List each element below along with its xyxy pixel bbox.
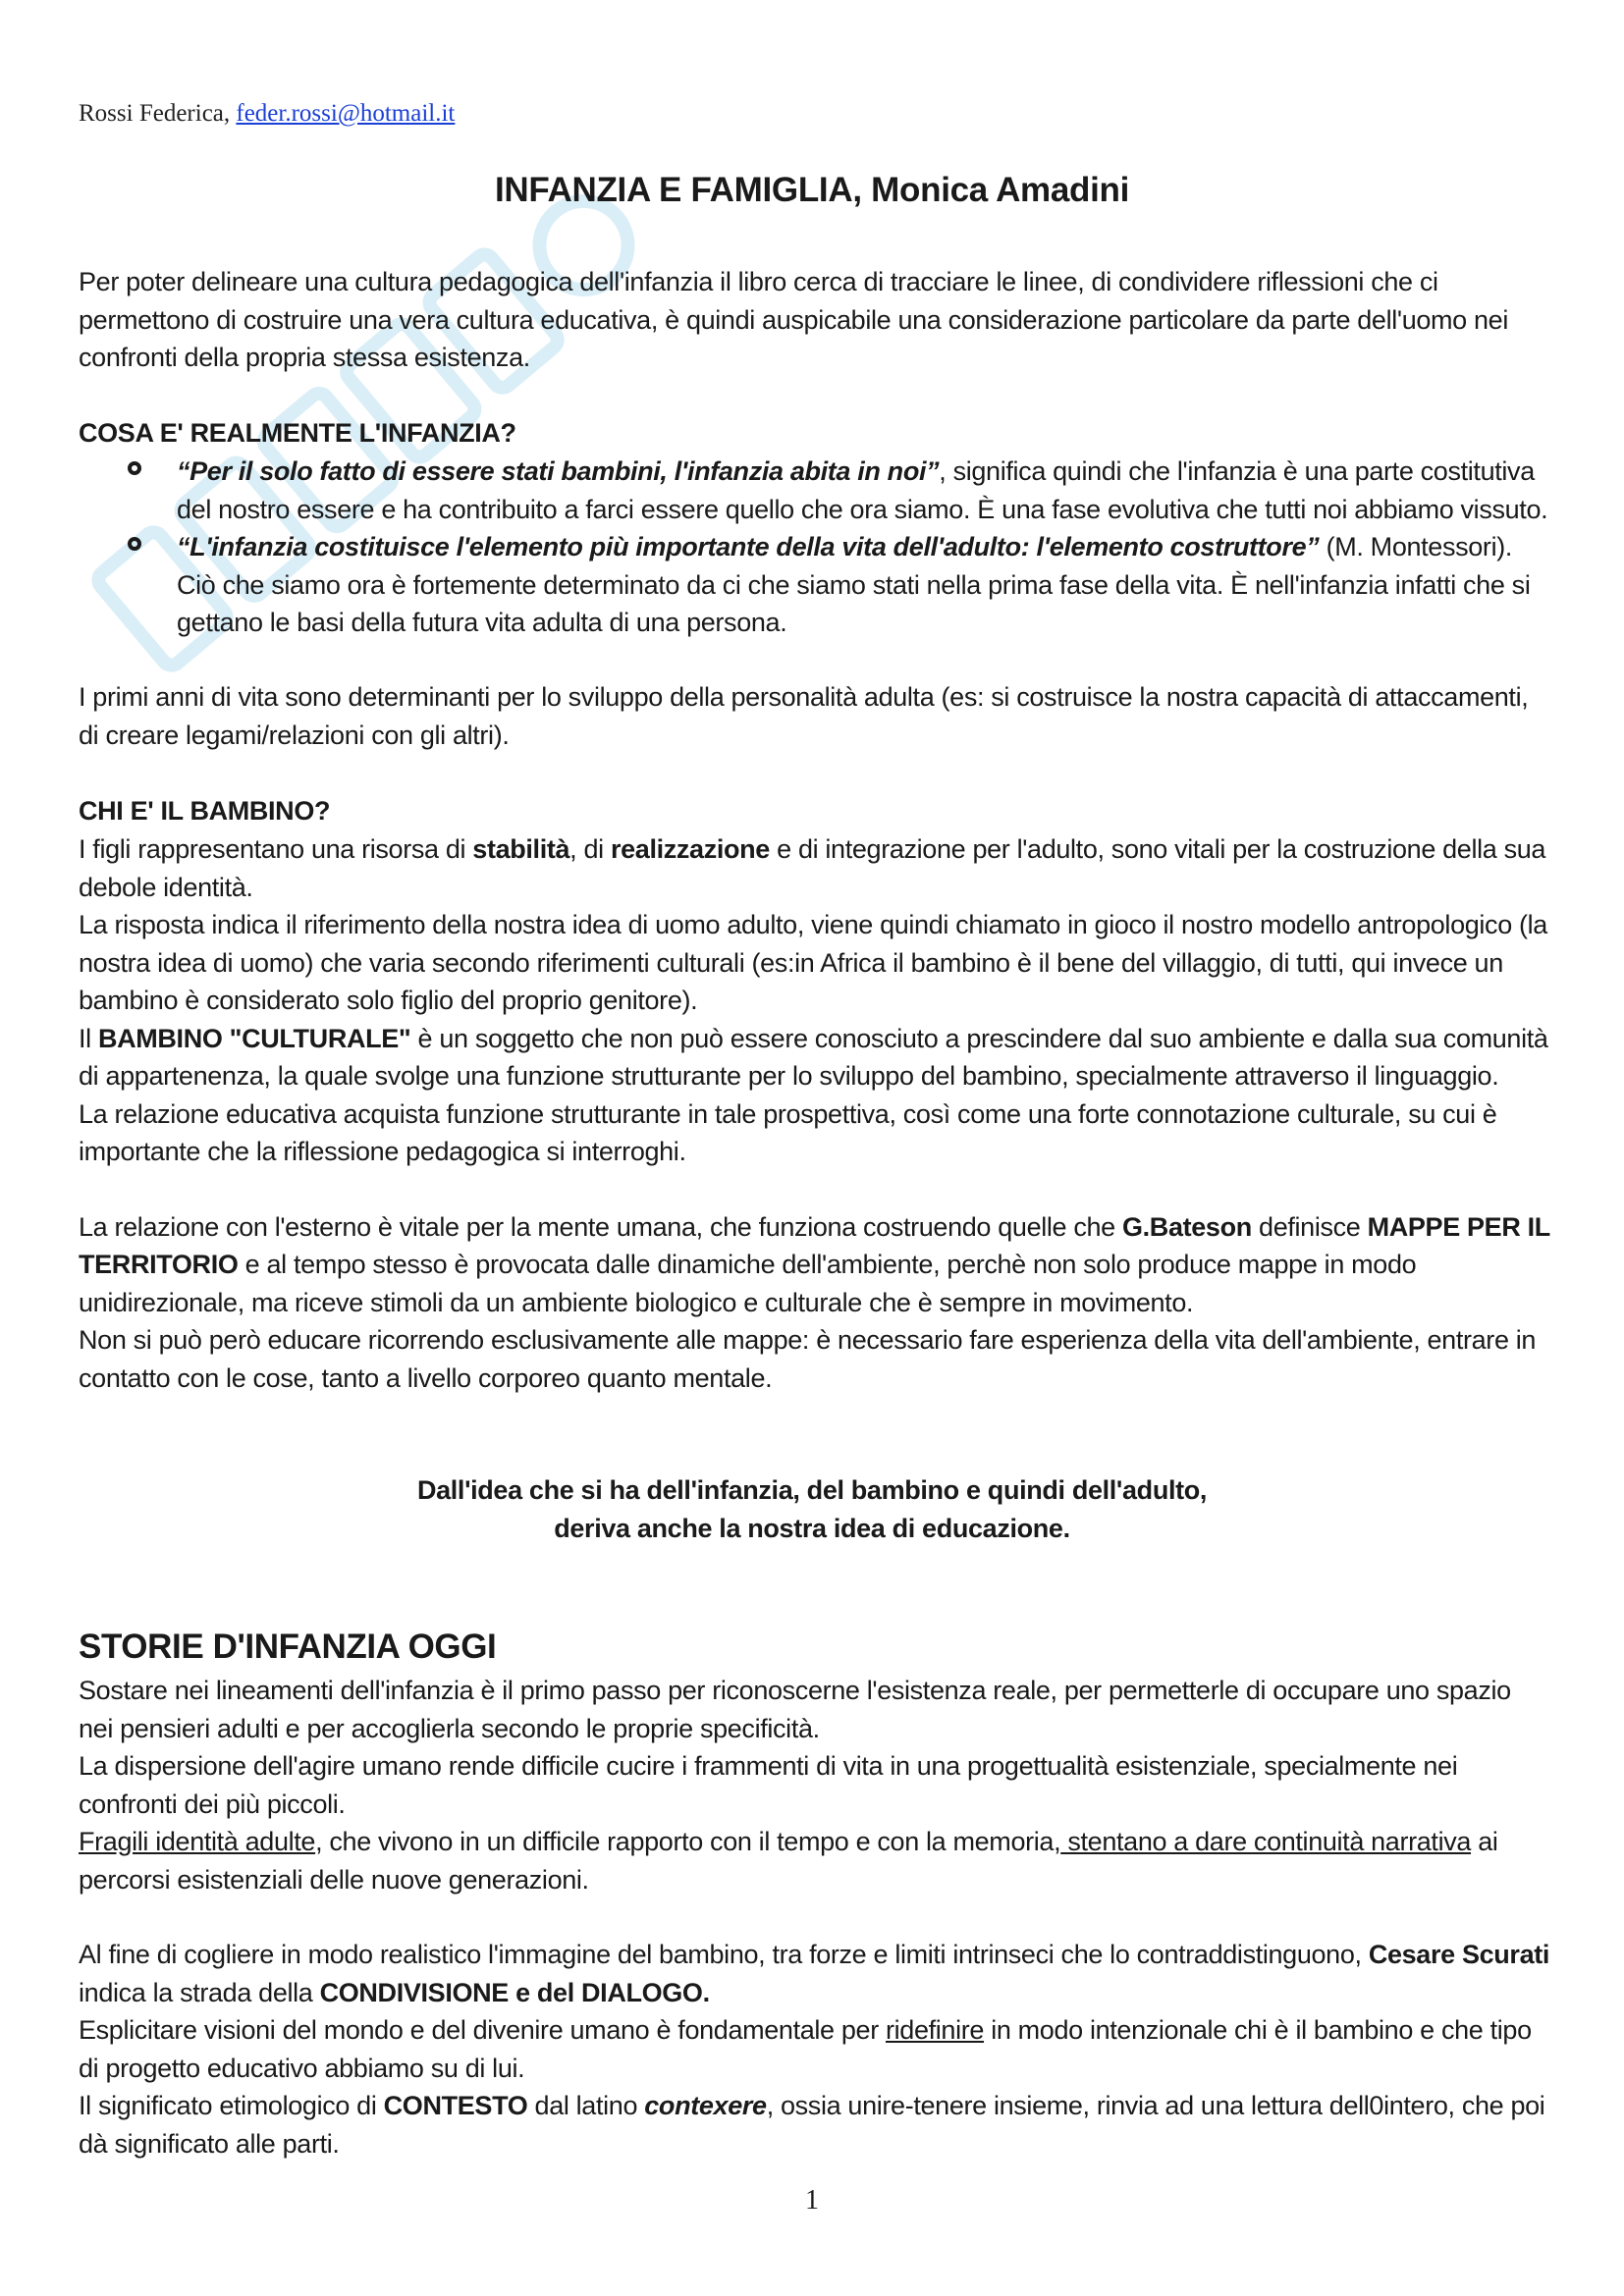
bullet-item-2 <box>79 528 1551 642</box>
section3-heading: STORIE D'INFANZIA OGGI <box>79 1628 497 1666</box>
section3-paragraph-6 <box>79 2087 1551 2163</box>
text-run: Il significato etimologico di <box>79 2091 384 2120</box>
bold-term-mappe: MAPPE PER IL TERRITORIO <box>79 1211 1550 1279</box>
text-run: e al tempo stesso è provocata dalle dinamiche dell'ambiente, perchè non solo produce mappe in modo unidirezionale, ma riceve stimoli da un ambiente biologico e culturale che è sempre in movimento. <box>79 1250 1417 1317</box>
centered-quote <box>0 1471 1624 1547</box>
text-run: in modo intenzionale chi è il bambino e che tipo di progetto educativo abbiamo su di lui. <box>79 2015 1532 2083</box>
section3-paragraph-3 <box>79 1823 1551 1898</box>
section2-paragraph-6: Non si può però educare ricorrendo esclusivamente alle mappe: è necessario fare esperienza della vita dell'ambiente, entrare in contatto con le cose, tanto a livello corporeo quanto mentale. <box>79 1325 1537 1393</box>
section2-body <box>79 830 1551 1397</box>
section2-paragraph-5 <box>79 1208 1551 1322</box>
spacer <box>79 1898 1551 1936</box>
intro-paragraph: Per poter delineare una cultura pedagogica dell'infanzia il libro cerca di tracciare le linee, di condividere riflessioni che ci permettono di costruire una vera cultura educativa, è quindi auspicabile una considerazione particolare da parte dell'uomo nei confronti della propria stessa esistenza. <box>79 267 1508 372</box>
section2-paragraph-4: La relazione educativa acquista funzione strutturante in tale prospettiva, così come una forte connotazione culturale, su cui è importante che la riflessione pedagogica si interroghi. <box>79 1098 1497 1166</box>
text-run: Al fine di cogliere in modo realistico l'immagine del bambino, tra forze e limiti intrinseci che lo contraddistinguono, <box>79 1940 1369 1969</box>
text-run: indica la strada della <box>79 1977 320 2007</box>
text-run: , di <box>569 834 611 864</box>
text-run: è un soggetto che non può essere conosciuto a prescindere dal suo ambiente e dalla sua comunità di appartenenza, la quale svolge una funzione strutturante per lo sviluppo del bambino, specialmente attraverso il linguaggio. <box>79 1023 1548 1091</box>
section1-heading: COSA E' REALMENTE L'INFANZIA? <box>79 418 516 448</box>
text-run: La relazione con l'esterno è vitale per la mente umana, che funziona costruendo quelle che <box>79 1211 1122 1242</box>
text-run: dal latino <box>527 2091 645 2120</box>
text-run: definisce <box>1251 1211 1368 1242</box>
bullet-circle-icon <box>128 537 141 551</box>
text-run: , che vivono in un difficile rapporto con il tempo e con la memoria, <box>315 1827 1061 1856</box>
bold-term-stabilita: stabilità <box>472 834 570 864</box>
section2-paragraph-2: La risposta indica il riferimento della nostra idea di uomo adulto, viene quindi chiamato in gioco il nostro modello antropologico (la nostra idea di uomo) che varia secondo riferimenti culturali (es:in Africa il bambino è il bene del villaggio, di tutti, qui invece un bambino è considerato solo figlio del proprio genitore). <box>79 910 1547 1015</box>
underlined-run: ridefinire <box>886 2015 985 2045</box>
underlined-run: stentano a dare continuità narrativa <box>1060 1827 1472 1856</box>
bullet2-quote: “L'infanzia costituisce l'elemento più importante della vita dell'adulto: l'elemento costruttore” <box>177 532 1320 561</box>
text-run: ai percorsi esistenziali delle nuove generazioni. <box>79 1827 1498 1895</box>
bold-term-bambino-culturale: BAMBINO "CULTURALE" <box>97 1023 411 1053</box>
underlined-run: Fragili identità adulte <box>79 1827 316 1856</box>
spacer <box>79 1171 1551 1208</box>
section1-bullet-list <box>79 453 1551 642</box>
section3-body <box>79 1672 1551 2163</box>
section3-paragraph-1: Sostare nei lineamenti dell'infanzia è il primo passo per riconoscerne l'esistenza reale, per permetterle di occupare uno spazio nei pensieri adulti e per accoglierla secondo le proprie specificità. <box>79 1676 1511 1743</box>
bold-term-bateson: G.Bateson <box>1122 1211 1252 1242</box>
bold-term-contesto: CONTESTO <box>383 2091 528 2120</box>
document-title <box>0 171 1624 210</box>
section3-paragraph-5 <box>79 2011 1551 2087</box>
section2-paragraph-1 <box>79 830 1551 906</box>
author-line <box>79 100 455 128</box>
text-run: e di integrazione per l'adulto, sono vitali per la costruzione della sua debole identità. <box>79 834 1546 902</box>
section1-paragraph: I primi anni di vita sono determinanti per lo sviluppo della personalità adulta (es: si costruisce la nostra capacità di attaccamenti, di creare legami/relazioni con gli altri). <box>79 682 1529 750</box>
quote-line-2: deriva anche la nostra idea di educazione. <box>554 1513 1070 1543</box>
bullet1-text: , significa quindi che l'infanzia è una parte costitutiva del nostro essere e ha contribuito a farci essere quello che ora siamo. È una fase evolutiva che tutti noi abbiamo vissuto. <box>177 456 1548 524</box>
section2-heading: CHI E' IL BAMBINO? <box>79 796 331 826</box>
title-part-1: INFANZIA <box>494 171 650 209</box>
italic-term-contexere: contexere <box>644 2091 767 2120</box>
page-number: 1 <box>805 2185 819 2216</box>
author-email-link[interactable]: feder.rossi@hotmail.it <box>236 100 456 127</box>
title-part-2: E FAMIGLIA, Monica Amadini <box>649 171 1130 209</box>
text-run: Esplicitare visioni del mondo e del divenire umano è fondamentale per <box>79 2015 886 2045</box>
bold-term-scurati: Cesare Scurati <box>1368 1940 1550 1969</box>
bullet-circle-icon <box>128 461 141 475</box>
text-run: , ossia unire-tenere insieme, rinvia ad una lettura dell0intero, che poi dà significato alle parti. <box>79 2091 1545 2159</box>
bullet1-quote: “Per il solo fatto di essere stati bambini, l'infanzia abita in noi” <box>177 456 940 486</box>
bold-term-condivisione: CONDIVISIONE e del DIALOGO. <box>319 1977 710 2007</box>
section3-paragraph-2: La dispersione dell'agire umano rende difficile cucire i frammenti di vita in una progettualità esistenziale, specialmente nei confronti dei più piccoli. <box>79 1751 1458 1819</box>
text-run: I figli rappresentano una risorsa di <box>79 834 473 864</box>
bullet2-text: (M. Montessori). Ciò che siamo ora è fortemente determinato da ci che siamo stati nella prima fase della vita. È nell'infanzia infatti che si gettano le basi della futura vita adulta di una persona. <box>177 532 1531 637</box>
text-run: Il <box>79 1023 98 1053</box>
author-name: Rossi Federica, <box>79 100 237 127</box>
bold-term-realizzazione: realizzazione <box>610 834 770 864</box>
quote-line-1: Dall'idea che si ha dell'infanzia, del bambino e quindi dell'adulto, <box>416 1475 1208 1505</box>
bullet-item-1 <box>79 453 1551 528</box>
section3-paragraph-4 <box>79 1936 1551 2011</box>
section2-paragraph-3 <box>79 1020 1551 1095</box>
